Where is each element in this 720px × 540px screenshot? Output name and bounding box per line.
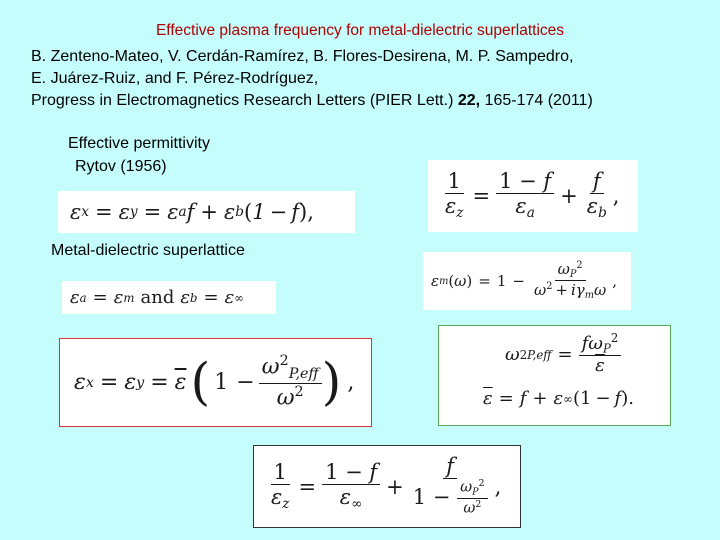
equation-effective-z-permittivity: $\frac{1}{\varepsilon_z}$ = $\frac{1 - f}{\varepsilon_\infty}$ + f 1 − $\frac{\omega_P^2}{\omega^2}$ , xyxy=(253,445,521,528)
superlattice-label: Metal-dielectric superlattice xyxy=(51,242,245,259)
equation-drude-model: ε m ( ω ) = 1 − $\frac{\omega_P^2}{\omega^2 + i\gamma_m\omega}$ , xyxy=(423,252,631,310)
equation-effective-xy-permittivity: ε x = ε y = $\overline{\varepsilon}$ ( 1 − $\frac{\omega^2_{P,eff}}{\omega^2}$ ) , xyxy=(59,338,372,427)
plasma-frequency-formula: ω 2 P,eff = $\frac{f\omega_P^2}{\varepsilon}$ xyxy=(505,332,621,377)
effective-permittivity-label: Effective permittivity xyxy=(68,135,210,152)
journal-reference xyxy=(31,90,593,112)
authors-line-1: B. Zenteno-Mateo, V. Cerdán-Ramírez, B. Flores-Desirena, M. P. Sampedro, xyxy=(31,48,574,65)
equation-material-assignment: ε a = ε m and ε b = ε ∞ xyxy=(62,281,276,314)
slide-title: Effective plasma frequency for metal-dielectric superlattices xyxy=(155,22,565,39)
authors-line-2: E. Juárez-Ruiz, and F. Pérez-Rodríguez, xyxy=(31,70,319,87)
equation-effective-plasma-frequency xyxy=(438,325,671,426)
citation xyxy=(31,46,593,112)
equation-parallel-permittivity: ε x = ε y = ε a f + ε b ( 1 − f ), xyxy=(58,191,355,233)
eps-bar-formula: $\overline{\varepsilon}$ = f + ε ∞ (1 − f ). xyxy=(483,388,634,409)
journal-name: Progress in Electromagnetics Research Letters (PIER Lett.) xyxy=(31,92,454,109)
rytov-label: Rytov (1956) xyxy=(75,158,167,175)
equation-perpendicular-permittivity: $\frac{1}{\varepsilon_z}$ = $\frac{1 - f}{\varepsilon_a}$ + $\frac{f}{\varepsilon_b}$ , xyxy=(428,160,638,232)
journal-pages: 165-174 (2011) xyxy=(484,92,593,109)
journal-volume: 22, xyxy=(457,92,481,109)
